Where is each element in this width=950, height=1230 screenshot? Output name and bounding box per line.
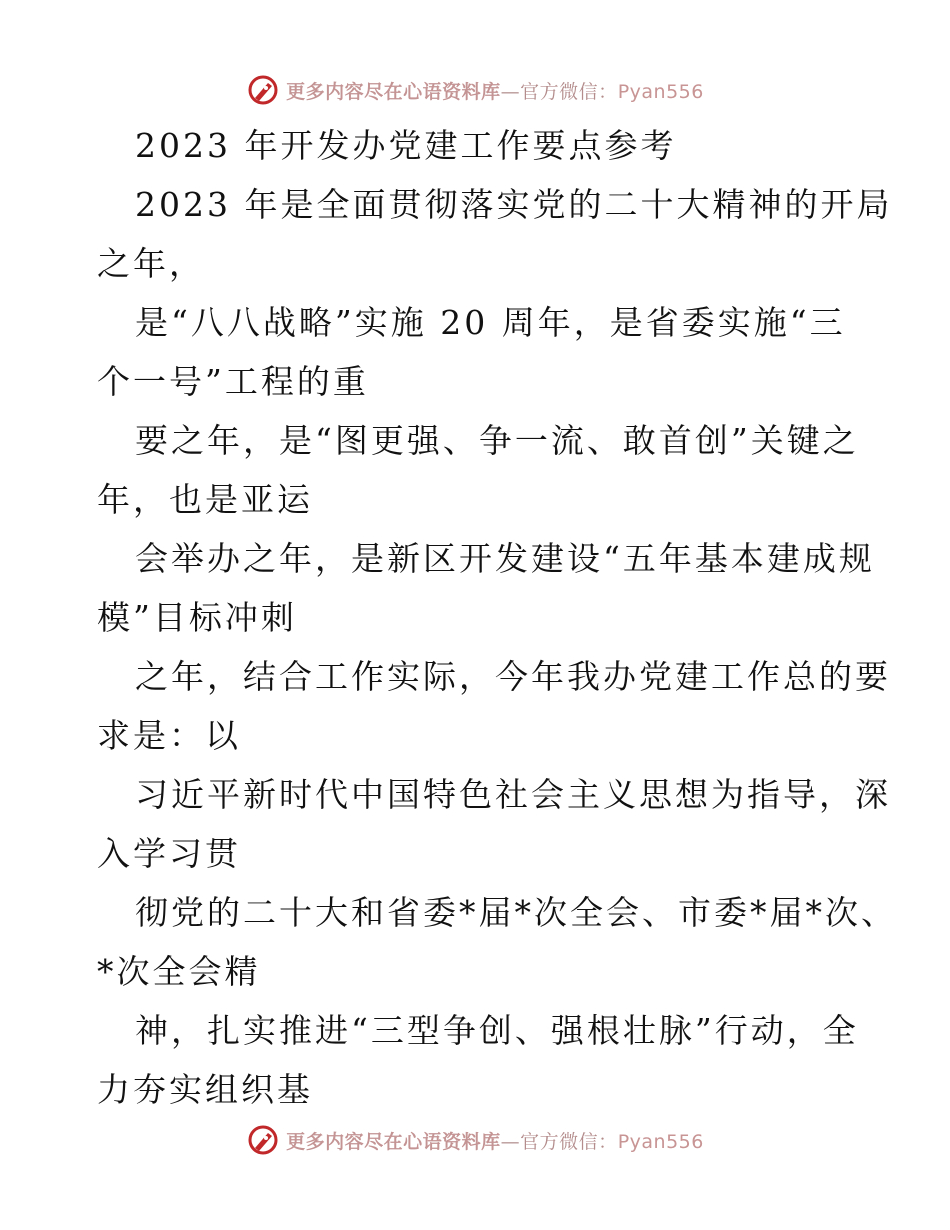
watermark-id: Pyan556	[617, 1130, 704, 1153]
paragraph-line: 要之年，是“图更强、争一流、敢首创”关键之	[135, 421, 859, 460]
watermark-official: 官方微信：	[520, 80, 618, 103]
pen-nib-circle-icon	[246, 73, 280, 107]
paragraph-line: 年，也是亚运	[97, 480, 313, 519]
paragraph-line: 模”目标冲刺	[97, 598, 297, 637]
paragraph-line: 是“八八战略”实施 20 周年，是省委实施“三	[135, 303, 846, 342]
watermark-text	[286, 77, 704, 104]
watermark-text	[286, 1127, 704, 1154]
pen-nib-circle-icon	[246, 1123, 280, 1157]
watermark-official: 官方微信：	[520, 1130, 618, 1153]
paragraph-line: 2023 年是全面贯彻落实党的二十大精神的开局	[135, 185, 893, 224]
paragraph-line: 神，扎实推进“三型争创、强根壮脉”行动，全	[135, 1011, 859, 1050]
paragraph-line: 个一号”工程的重	[97, 362, 369, 401]
paragraph-line: 求是：以	[97, 716, 241, 755]
paragraph-line: 之年，结合工作实际，今年我办党建工作总的要	[135, 657, 891, 696]
header-watermark	[0, 70, 950, 110]
paragraph-line: 习近平新时代中国特色社会主义思想为指导，深	[135, 775, 891, 814]
paragraph-line: 会举办之年，是新区开发建设“五年基本建成规	[135, 539, 875, 578]
paragraph-line: 之年，	[97, 244, 205, 283]
document-title: 2023 年开发办党建工作要点参考	[135, 126, 677, 165]
paragraph-line: *次全会精	[97, 952, 261, 991]
paragraph-line: 力夯实组织基	[97, 1070, 313, 1109]
watermark-id: Pyan556	[617, 80, 704, 103]
watermark-dash: —	[500, 80, 521, 103]
watermark-brand: 更多内容尽在心语资料库	[286, 80, 501, 103]
footer-watermark	[0, 1120, 950, 1160]
watermark-brand: 更多内容尽在心语资料库	[286, 1130, 501, 1153]
paragraph-line: 彻党的二十大和省委*届*次全会、市委*届*次、	[135, 893, 897, 932]
watermark-dash: —	[500, 1130, 521, 1153]
paragraph-line: 入学习贯	[97, 834, 241, 873]
